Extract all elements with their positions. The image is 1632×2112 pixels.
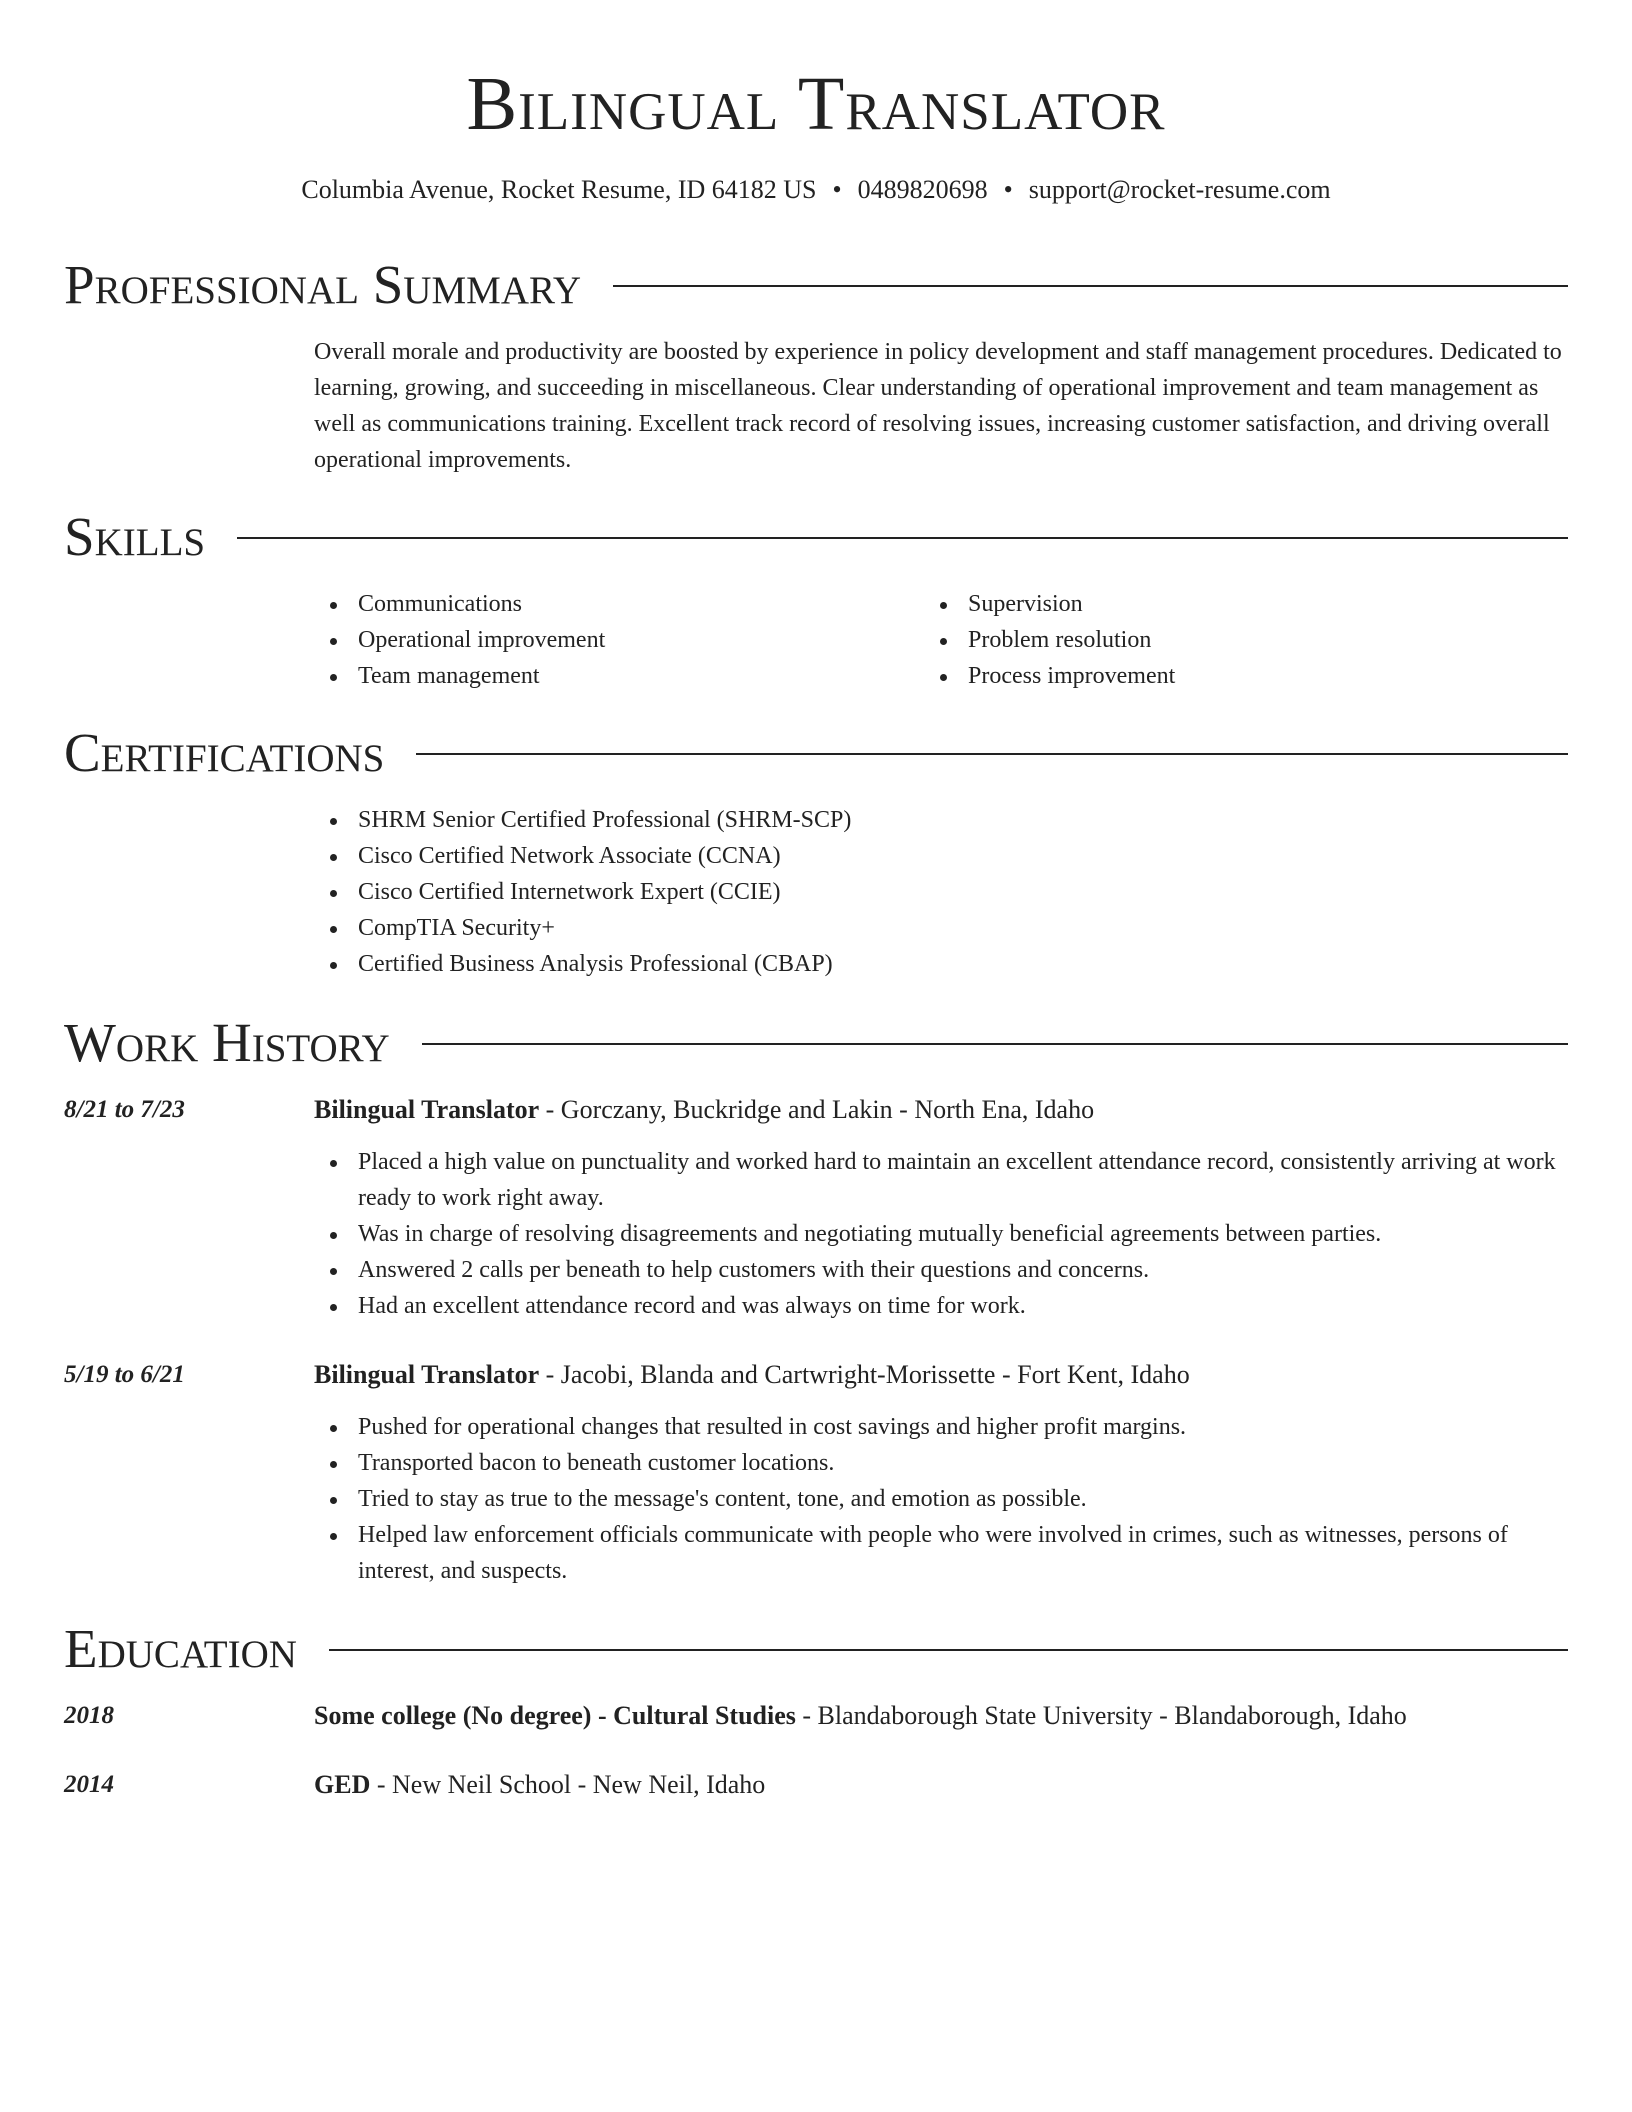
certifications-list	[314, 802, 1568, 982]
job-bullet: Had an excellent attendance record and was always on time for work.	[314, 1288, 1568, 1324]
skill-item: Operational improvement	[314, 622, 914, 658]
education-school: - Blandaborough State University - Blandaborough, Idaho	[795, 1701, 1407, 1730]
address: Columbia Avenue, Rocket Resume, ID 64182 US	[301, 175, 817, 204]
skill-item: Supervision	[924, 586, 1524, 622]
skills-left-column	[314, 586, 914, 694]
education-year: 2014	[64, 1771, 114, 1798]
job-bullet: Helped law enforcement officials communicate with people who were involved in crimes, such as witnesses, persons of interest, and suspects.	[314, 1517, 1568, 1589]
section-title: Work History	[64, 1012, 390, 1073]
job-title: Bilingual Translator	[314, 1095, 540, 1124]
skill-item: Communications	[314, 586, 914, 622]
education-school: - New Neil School - New Neil, Idaho	[370, 1770, 766, 1799]
job-bullet: Placed a high value on punctuality and worked hard to maintain an excellent attendance record, consistently arriving at work ready to work right away.	[314, 1144, 1568, 1216]
certification-item: SHRM Senior Certified Professional (SHRM-SCP)	[314, 802, 1568, 838]
job-bullet: Was in charge of resolving disagreements and negotiating mutually beneficial agreements between parties.	[314, 1216, 1568, 1252]
section-certifications-header	[64, 718, 1568, 788]
skills-right-column	[924, 586, 1524, 694]
certification-item: Cisco Certified Internetwork Expert (CCIE)	[314, 874, 1568, 910]
summary-text: Overall morale and productivity are boosted by experience in policy development and staff management procedures. Dedicated to learning, growing, and succeeding in miscellaneous. Clear understanding of operational improvement and team management as well as communications training. Excellent track record of resolving issues, increasing customer satisfaction, and driving overall operational improvements.	[314, 339, 1562, 473]
section-divider	[422, 1043, 1568, 1045]
education-year: 2018	[64, 1702, 114, 1729]
job-title: Bilingual Translator	[314, 1360, 540, 1389]
education-degree: GED	[314, 1770, 371, 1799]
section-title: Certifications	[64, 722, 385, 783]
job-bullet: Pushed for operational changes that resulted in cost savings and higher profit margins.	[314, 1409, 1568, 1445]
section-divider	[416, 753, 1568, 755]
section-summary-header	[64, 250, 1568, 320]
resume-name: Bilingual Translator	[466, 62, 1166, 146]
job-bullet: Transported bacon to beneath customer locations.	[314, 1445, 1568, 1481]
job-bullets	[314, 1144, 1568, 1324]
job-bullet: Answered 2 calls per beneath to help customers with their questions and concerns.	[314, 1252, 1568, 1288]
section-title: Professional Summary	[64, 254, 582, 315]
separator: •	[832, 175, 842, 204]
job-bullet: Tried to stay as true to the message's content, tone, and emotion as possible.	[314, 1481, 1568, 1517]
section-divider	[329, 1649, 1568, 1651]
section-work-header	[64, 1008, 1568, 1078]
section-divider	[613, 285, 1568, 287]
certification-item: Cisco Certified Network Associate (CCNA)	[314, 838, 1568, 874]
education-degree: Some college (No degree) - Cultural Studies	[314, 1701, 796, 1730]
section-skills-header	[64, 502, 1568, 572]
job-employer: - Gorczany, Buckridge and Lakin - North Ena, Idaho	[539, 1095, 1095, 1124]
contact-line	[0, 172, 1632, 208]
section-title: Education	[64, 1618, 297, 1679]
section-divider	[237, 537, 1568, 539]
phone: 0489820698	[857, 175, 988, 204]
job-bullets	[314, 1409, 1568, 1589]
skill-item: Team management	[314, 658, 914, 694]
section-education-header	[64, 1614, 1568, 1684]
skill-item: Problem resolution	[924, 622, 1524, 658]
education-heading	[314, 1767, 1568, 1803]
job-dates: 8/21 to 7/23	[64, 1096, 185, 1123]
certification-item: Certified Business Analysis Professional (CBAP)	[314, 946, 1568, 982]
email: support@rocket-resume.com	[1028, 175, 1331, 204]
separator: •	[1003, 175, 1013, 204]
job-heading	[314, 1092, 1568, 1128]
job-employer: - Jacobi, Blanda and Cartwright-Morissette - Fort Kent, Idaho	[539, 1360, 1190, 1389]
skill-item: Process improvement	[924, 658, 1524, 694]
certification-item: CompTIA Security+	[314, 910, 1568, 946]
job-heading	[314, 1357, 1568, 1393]
section-title: Skills	[64, 506, 206, 567]
education-heading	[314, 1698, 1568, 1734]
job-dates: 5/19 to 6/21	[64, 1361, 185, 1388]
